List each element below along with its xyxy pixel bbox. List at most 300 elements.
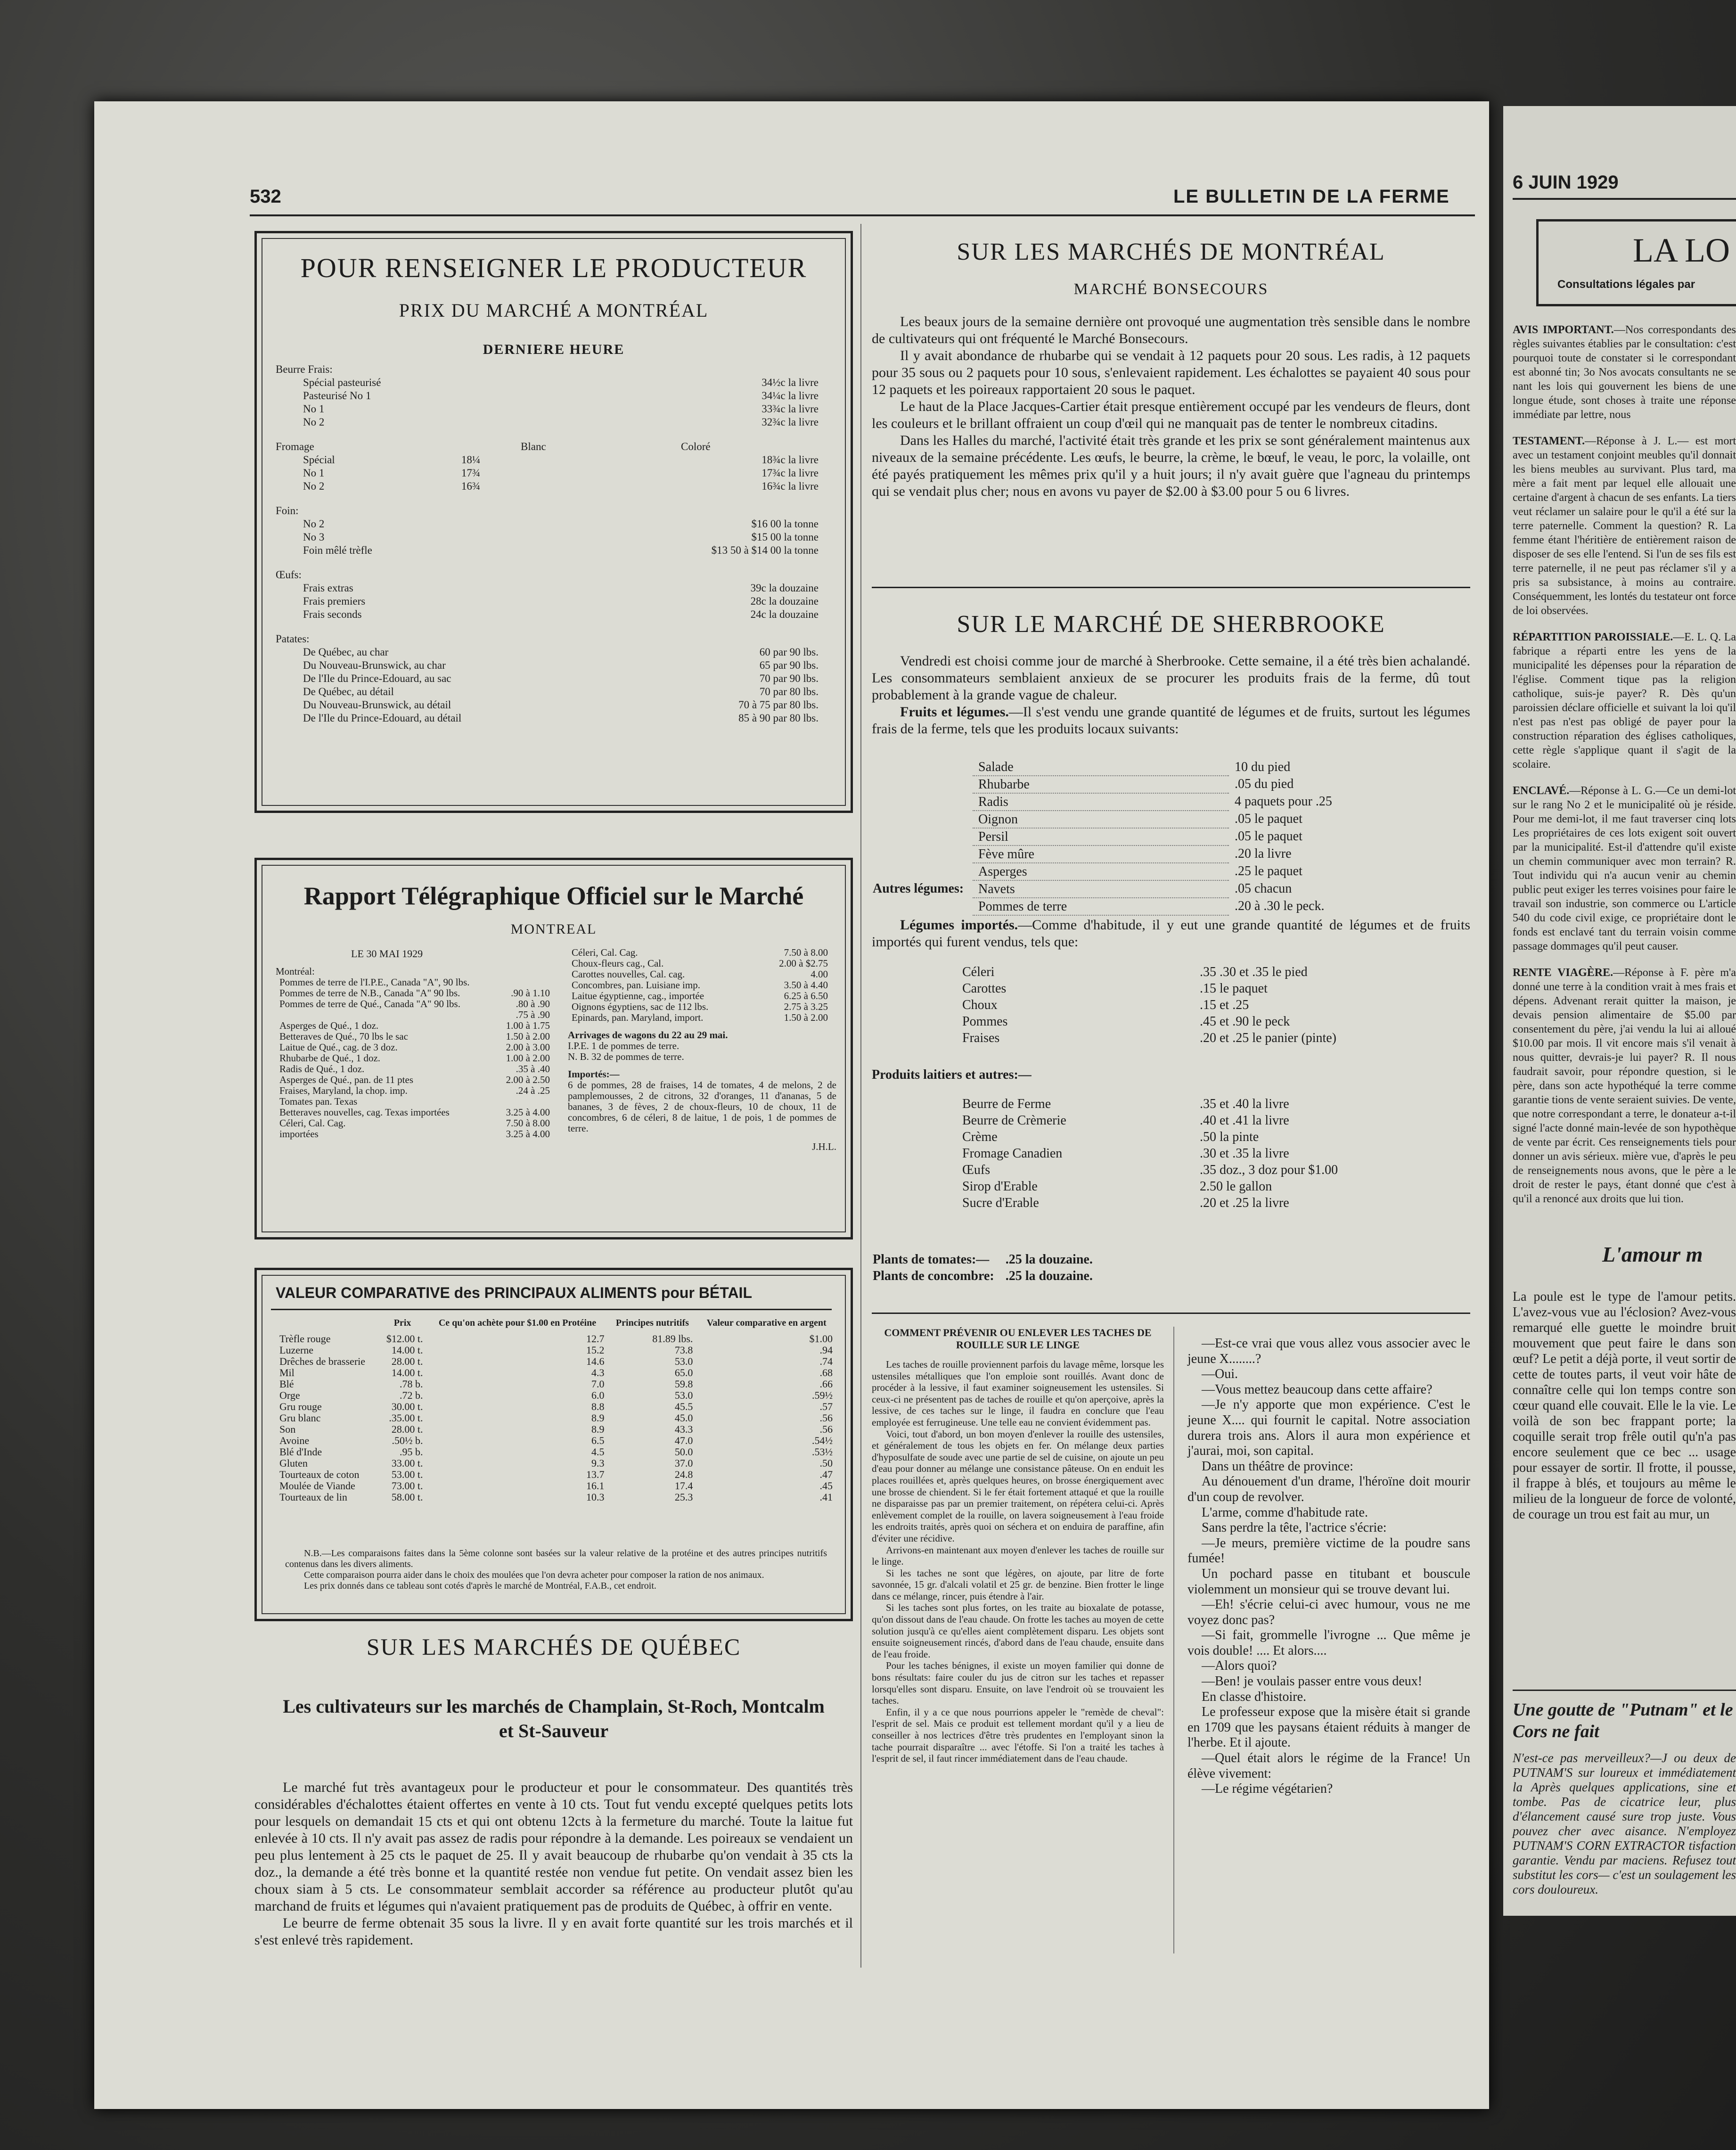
valeur-header-cell: Prix xyxy=(393,1318,411,1328)
importe-row-cell: .35 .30 et .35 le pied xyxy=(1200,965,1308,979)
sherbrooke-rule xyxy=(872,1313,1470,1314)
legume-group: Autres légumes: xyxy=(873,881,964,896)
fromage-row-cell: No 1 xyxy=(303,467,325,479)
rapport-right-row xyxy=(568,947,832,958)
legume-row xyxy=(867,828,1338,845)
valeur-row-cell: 8.8 xyxy=(591,1401,605,1412)
rapport-left-row xyxy=(276,1107,554,1118)
importe-row-cell: .45 et .90 le peck xyxy=(1200,1014,1290,1029)
legume-row xyxy=(867,845,1338,863)
patates-row xyxy=(299,712,822,725)
rapport-left-row-cell: .80 à .90 xyxy=(516,998,550,1009)
valeur-row-cell: Orge xyxy=(279,1389,300,1401)
rapport-left-row-cell: Pommes de terre de l'I.P.E., Canada "A", 90 lbs. xyxy=(279,977,470,988)
importe-row xyxy=(957,980,1342,997)
rapport-left-row xyxy=(276,1042,554,1053)
importes-intro xyxy=(872,917,1470,951)
rapport-left-row-cell: 7.50 à 8.00 xyxy=(506,1117,550,1129)
valeur-row xyxy=(276,1390,836,1401)
rapport-right-row-cell: Epinards, pan. Maryland, import. xyxy=(572,1012,704,1023)
laitier-row xyxy=(957,1112,1343,1129)
valeur-row-cell: 28.00 t. xyxy=(391,1423,423,1435)
valeur-row xyxy=(276,1492,836,1503)
valeur-note: Les prix donnés dans ce tableau sont cotés d'après le marché de Montréal, F.A.B., cet endroit. xyxy=(304,1581,656,1591)
quebec-subtitle: Les cultivateurs sur les marchés de Champlain, St-Roch, Montcalm et St-Sauveur xyxy=(283,1696,825,1741)
laitier-row-cell: Fromage Canadien xyxy=(962,1146,1063,1161)
valeur-row-cell: .47 xyxy=(819,1469,833,1480)
masthead: LA LO xyxy=(1633,231,1730,269)
quebec-paragraph: Le beurre de ferme obtenait 35 sous la livre. Il y en avait forte quantité sur les trois marchés et il s'est enlevé très rapidement. xyxy=(254,1915,853,1948)
producteur-title: POUR RENSEIGNER LE PRODUCTEUR xyxy=(300,253,807,283)
rapport-left-row xyxy=(276,1053,554,1064)
valeur-row-cell: Moulée de Viande xyxy=(279,1480,355,1492)
rouille-article xyxy=(872,1327,1164,1764)
legal-items xyxy=(1513,323,1736,1218)
foin-row xyxy=(299,544,822,557)
beurre-row-cell: Pasteurisé No 1 xyxy=(303,390,371,402)
laitier-row-cell: .35 et .40 la livre xyxy=(1200,1097,1289,1111)
valeur-title: VALEUR COMPARATIVE des PRINCIPAUX ALIMENTS pour BÉTAIL xyxy=(276,1284,752,1301)
rapport-right-row-cell: Céleri, Cal. Cag. xyxy=(572,947,638,958)
legume-row xyxy=(867,898,1338,915)
rouille-title: COMMENT PRÉVENIR OU ENLEVER LES TACHES DE ROUILLE SUR LE LINGE xyxy=(884,1327,1152,1351)
valeur-row-cell: $1.00 xyxy=(809,1333,833,1345)
foin-label: Foin: xyxy=(276,505,299,517)
valeur-row xyxy=(276,1435,836,1446)
producteur-box xyxy=(254,231,853,813)
patates-row-cell: 70 par 80 lbs. xyxy=(759,686,819,698)
importe-row-cell: Carottes xyxy=(962,981,1007,996)
patates-table xyxy=(299,646,822,725)
rouille-paragraph: Arrivons-en maintenant aux moyen d'enlever les taches de rouille sur le linge. xyxy=(872,1544,1164,1567)
legume-row xyxy=(867,880,1338,898)
fromage-row-cell: 17¾ xyxy=(461,467,481,479)
rapport-left-row xyxy=(276,1085,554,1096)
quebec-body xyxy=(254,1779,853,1949)
legume-group xyxy=(867,898,973,915)
rapport-right-row xyxy=(568,991,832,1001)
rapport-right-row-cell: 2.00 à $2.75 xyxy=(779,958,828,969)
valeur-row-cell: Gluten xyxy=(279,1457,308,1469)
legal-item-text: —Réponse à F. père m'a donné une terre à la condition vrait à mes frais et dépens. Advenant rerait quitter la maison, je devais pension alimentaire de $5.00 par consentement du père, j'ai vendu la lui ai alloué $10.00 par mois. Il vit encore mais s'il venait à nous quitter, devrais-je lui payer? R. Il nous faudrait savoir, pour répondre question, si le père, dans son acte hypothéqué la terre comme garantie tions de vente seraient suivies. De vente, que notre correspondant a terre, le donateur a-t-il signé l'acte donné main-levée de son hypothèque de vente par écrit. Ces renseignements tiels pour donner un avis sérieux. mière vue, d'après le peu de renseignements nous avons, que le père a le droit de rester le pays, étant donné que c'est à qu'il a renoncé aux droits que lui tion. xyxy=(1513,967,1736,1205)
valeur-row-cell: .56 xyxy=(819,1412,833,1424)
dialogue-line: Dans un théâtre de province: xyxy=(1202,1459,1353,1474)
montreal-rule xyxy=(872,587,1470,588)
importe-row-cell: .20 et .25 le panier (pinte) xyxy=(1200,1031,1337,1045)
legal-item-text: —Réponse à J. L.— est mort avec un testament conjoint meubles qu'il donnait les biens meubles au survivant. Plus tard, ma mère a fait ment par lequel elle allouait une certaine d'argent à chacun de ses enfants. La tiers veut réclamer un salaire pour le qu'il a été sur la terre paternelle. Comment la question? R. La femme étant l'héritière de entièrement raison de disposer de ses elle l'entend. Si l'un de ses fils est terre paternelle, il ne peut pas réclamer s'il y a pris sa subsistance, à moins au contraire. Conséquemment, les lontés du testateur ont force de loi observées. xyxy=(1513,435,1736,617)
beurre-row-cell: No 2 xyxy=(303,416,325,428)
rapport-left-row-cell: 3.25 à 4.00 xyxy=(506,1128,550,1140)
oeufs-row-cell: Frais extras xyxy=(303,582,353,594)
rapport-left-row-cell: 1.00 à 1.75 xyxy=(506,1020,550,1031)
valeur-row-cell: .41 xyxy=(819,1491,833,1503)
legume-price: .05 le paquet xyxy=(1235,829,1302,844)
rapport-left-row xyxy=(276,1129,554,1140)
rapport-left-row-cell xyxy=(496,977,554,988)
dialogue-body xyxy=(1187,1336,1470,1797)
valeur-row-cell: 8.9 xyxy=(591,1412,605,1424)
rapport-right xyxy=(568,947,836,1152)
montreal-paragraph: Le haut de la Place Jacques-Cartier était presque entièrement occupé par les vendeurs de fleurs, dont les couleurs et le brillant offraient un coup d'œil qui ne manquait pas de tenter le nombreux citadins. xyxy=(872,399,1470,431)
foin-table xyxy=(299,517,822,557)
legume-group xyxy=(867,828,973,845)
montreal-paragraph: Dans les Halles du marché, l'activité était très grande et les prix se sont généralement maintenus aux niveaux de la semaine précédente. Les œufs, le beurre, la crème, le bœuf, le veau, le porc, la volaille, ont été payés pratiquement les mêmes prix qu'il y a huit jours; il n'y avait guère que l'agneau du printemps qui se vendait plus cher; nous en avons vu payer de $2.00 à $3.00 pour 5 ou 6 livres. xyxy=(872,433,1470,499)
valeur-row-cell: 13.7 xyxy=(586,1469,605,1480)
valeur-row-cell: 33.00 t. xyxy=(391,1457,423,1469)
header-rule xyxy=(250,214,1475,216)
oeufs-table xyxy=(299,582,822,621)
legume-price: .05 le paquet xyxy=(1235,812,1302,826)
patates-row-cell: De l'Ile du Prince-Edouard, au détail xyxy=(303,712,462,724)
rapport-right-row-cell: Carottes nouvelles, Cal. cag. xyxy=(572,968,685,980)
valeur-row-cell: .57 xyxy=(819,1401,833,1412)
plant-row-cell: Plants de tomates:— xyxy=(873,1252,990,1267)
valeur-row-cell: .35.00 t. xyxy=(389,1412,423,1424)
beurre-label: Beurre Frais: xyxy=(276,363,333,375)
valeur-row xyxy=(276,1379,836,1390)
patates-row xyxy=(299,685,822,698)
patates-row-cell: 70 par 90 lbs. xyxy=(759,673,819,684)
amour-title: L'amour m xyxy=(1602,1242,1703,1266)
valeur-row-cell: Blé xyxy=(279,1378,294,1390)
valeur-row-cell: .59½ xyxy=(812,1389,833,1401)
rapport-left-table xyxy=(276,977,554,1140)
legume-price: 4 paquets pour .25 xyxy=(1235,794,1332,809)
fromage-row xyxy=(299,453,822,467)
legal-item-text: —E. L. Q. La fabrique a réparti entre les yens de la municipalité les dépenses pour la réparation de l'église. Comment tique pas la religion catholique, suis-je payer? R. Dès qu'un paroissien déclare officielle et suivant la loi qu'il n'est pas n'est pas obligé de payer pour la construction réparation des églises catholiques, cette règle s'applique quant il s'agit de la scolaire. xyxy=(1513,631,1736,771)
arrivages-list xyxy=(568,1041,836,1062)
plant-row-cell: .25 la douzaine. xyxy=(1005,1252,1093,1267)
legume-price: .25 le paquet xyxy=(1235,864,1302,878)
importes-text: 6 de pommes, 28 de fraises, 14 de tomates, 4 de melons, 2 de pamplemousses, 2 de citrons, 32 d'oranges, 11 d'ananas, 5 de bananes, 3 de fèves, 2 de choux-fleurs, 10 de choux, 11 de concombres, 6 de céleri, 8 de laitue, 1 de pois, 1 de pommes de terre. xyxy=(568,1079,836,1134)
valeur-notes xyxy=(285,1548,827,1592)
rapport-left-row-cell: Rhubarbe de Qué., 1 doz. xyxy=(279,1052,381,1064)
beurre-row-cell: 32¾c la livre xyxy=(762,416,819,428)
dialogue-line: —Eh! s'écrie celui-ci avec humour, vous ne me voyez donc pas? xyxy=(1187,1597,1470,1627)
rapport-left-row xyxy=(276,1075,554,1085)
valeur-row-cell: 28.00 t. xyxy=(391,1355,423,1367)
valeur-header-cell: Valeur comparative en argent xyxy=(706,1318,827,1328)
valeur-row-cell: .56 xyxy=(819,1423,833,1435)
fruits-bold: Fruits et légumes. xyxy=(900,704,1009,720)
valeur-row-cell: 43.3 xyxy=(674,1423,693,1435)
foin-row xyxy=(299,531,822,544)
rapport-left-row-cell: Laitue de Qué., cag. de 3 doz. xyxy=(279,1042,398,1053)
sherbrooke-title: SUR LE MARCHÉ DE SHERBROOKE xyxy=(957,611,1385,638)
dialogue-line: Un pochard passe en titubant et bouscule violemment un monsieur qui se trouve devant lui. xyxy=(1187,1566,1470,1597)
valeur-row-cell: 24.8 xyxy=(674,1469,693,1480)
patates-row-cell: 70 à 75 par 80 lbs. xyxy=(738,699,819,711)
valeur-row-cell: Avoine xyxy=(279,1435,310,1446)
dialogue-line: —Si fait, grommelle l'ivrogne ... Que même je vois double! .... Et alors.... xyxy=(1187,1628,1470,1658)
masthead-sub: Consultations légales par xyxy=(1557,278,1695,291)
rapport-left-row-cell: 1.00 à 2.00 xyxy=(506,1052,550,1064)
importe-row-cell: .15 le paquet xyxy=(1200,981,1268,996)
legal-item-title: RÉPARTITION PAROISSIALE. xyxy=(1513,631,1673,643)
rapport-right-row-cell: 7.50 à 8.00 xyxy=(784,947,828,958)
oeufs-row xyxy=(299,608,822,621)
laitier-row xyxy=(957,1178,1343,1195)
laitier-row-cell: Œufs xyxy=(962,1163,991,1177)
legume-group xyxy=(867,845,973,863)
beurre-row xyxy=(299,389,822,402)
valeur-row-cell: .54½ xyxy=(812,1435,833,1446)
rapport-right-row-cell: 1.50 à 2.00 xyxy=(784,1012,828,1023)
legume-row xyxy=(867,776,1338,793)
arrivage-line: N. B. 32 de pommes de terre. xyxy=(568,1051,684,1062)
valeur-row-cell: 15.2 xyxy=(586,1344,605,1356)
legal-item-text: —Réponse à L. G.—Ce un demi-lot sur le rang No 2 et le municipalité où je réside. Pour me demi-lot, il me faut traverser cinq lots Les propriétaires de ces lots exigent soit ouvert par la municipalité. Est-il d'attendre qu'il existe un chemin communiquer avec mon terrain? R. Tout individu qui n'a aucun venir au chemin public peut exiger les terres voisines pour faire le travail son industrie, son commerce ou L'article 540 du code civil exige, ce propriétaire dont le fonds est enclavé tant du terrain voisin comme passage dommages qu'il peut causer. xyxy=(1513,785,1736,952)
legal-item xyxy=(1513,630,1736,771)
foin-row-cell: No 2 xyxy=(303,518,325,530)
inner-divider xyxy=(1173,1327,1174,1953)
fromage-label: Fromage xyxy=(276,441,314,452)
beurre-row xyxy=(299,376,822,389)
legume-group xyxy=(867,776,973,793)
valeur-row-cell: 7.0 xyxy=(591,1378,605,1390)
valeur-row xyxy=(276,1356,836,1367)
dialogue-line: —Oui. xyxy=(1202,1367,1238,1382)
rapport-right-row xyxy=(568,980,832,991)
valeur-row-cell: 14.00 t. xyxy=(391,1367,423,1379)
rapport-left-row-cell: .75 à .90 xyxy=(516,1009,550,1020)
valeur-row-cell: 59.8 xyxy=(674,1378,693,1390)
valeur-row-cell: 81.89 lbs. xyxy=(652,1333,693,1345)
laitier-row xyxy=(957,1162,1343,1178)
legume-row xyxy=(867,793,1338,811)
sherbrooke-intro xyxy=(872,653,1470,738)
rapport-right-row-cell: Oignons égyptiens, sac de 112 lbs. xyxy=(572,1001,709,1012)
producteur-subtitle: PRIX DU MARCHÉ A MONTRÉAL xyxy=(399,300,709,321)
importe-row-cell: Pommes xyxy=(962,1014,1008,1029)
laitiers-label: Produits laitiers et autres:— xyxy=(872,1067,1032,1082)
dialogue-line: —Quel était alors le régime de la France! Un élève vivement: xyxy=(1187,1751,1470,1781)
patates-row xyxy=(299,659,822,672)
valeur-row xyxy=(276,1424,836,1435)
rapport-left-row-cell: Fraises, Maryland, la chop. imp. xyxy=(279,1085,408,1096)
importes-intro-text: —Comme d'habitude, il y eut une grande quantité de légumes et de fruits importés qui furent vendus, tels que: xyxy=(872,917,1471,950)
valeur-row-cell: 53.0 xyxy=(674,1389,693,1401)
valeur-row-cell: 4.3 xyxy=(591,1367,605,1379)
fruits-intro: —Il s'est vendu une grande quantité de légumes et de fruits, surtout les légumes frais de la ferme, tels que les produits locaux suivants: xyxy=(872,704,1470,737)
oeufs-row-cell: 28c la douzaine xyxy=(750,595,819,607)
legume-name: Rhubarbe xyxy=(973,776,1229,793)
rapport-left-row-cell xyxy=(496,1096,554,1107)
rapport-title: Rapport Télégraphique Officiel sur le Marché xyxy=(303,882,804,910)
col-blanc: Blanc xyxy=(521,441,546,452)
oeufs-row-cell: 24c la douzaine xyxy=(750,608,819,620)
valeur-row-cell: 17.4 xyxy=(674,1480,693,1492)
rapport-left-row-cell: Betteraves nouvelles, cag. Texas importées xyxy=(279,1107,450,1118)
rapport-left-row xyxy=(276,977,554,988)
patates-row-cell: 65 par 90 lbs. xyxy=(759,659,819,671)
montreal-subtitle: MARCHÉ BONSECOURS xyxy=(1073,280,1269,298)
patates-row-cell: 85 à 90 par 80 lbs. xyxy=(738,712,819,724)
fromage-row xyxy=(299,467,822,480)
legume-name: Persil xyxy=(973,828,1229,845)
valeur-row-cell: 25.3 xyxy=(674,1491,693,1503)
putnam-body: N'est-ce pas merveilleux?—J ou deux de PUTNAM'S sur loureux et immédiatement la Après quelques applications, sine et tombe. Pas de cicatrice leur, plus d'élancement causé sure trop juste. Vous pouvez cher avec aisance. N'employez PUTNAM'S CORN EXTRACTOR tisfaction garantie. Vendu par maciens. Refusez tout substitut les cors— c'est un soulagement les cors douloureux. xyxy=(1513,1751,1736,1896)
oeufs-row-cell: Frais premiers xyxy=(303,595,366,607)
valeur-row-cell: 6.5 xyxy=(591,1435,605,1446)
plant-row xyxy=(867,1268,1098,1284)
rouille-paragraph: Pour les taches bénignes, il existe un moyen familier qui donne de bons résultats: faire couler du jus de citron sur les taches et repasser lorsqu'elles sont disparu. Ensuite, on lave l'endroit où se trouvaient les taches. xyxy=(872,1660,1164,1707)
plant-row xyxy=(867,1251,1098,1268)
dialogue-line: L'arme, comme d'habitude rate. xyxy=(1202,1505,1368,1520)
oeufs-row xyxy=(299,595,822,608)
laitier-row-cell: .50 la pinte xyxy=(1200,1130,1259,1144)
valeur-row-cell: 4.5 xyxy=(591,1446,605,1458)
foin-row-cell: Foin mêlé trèfle xyxy=(303,544,372,556)
valeur-header-row xyxy=(276,1317,836,1333)
rapport-right-row-cell: 6.25 à 6.50 xyxy=(784,990,828,1001)
beurre-row-cell: 33¾c la livre xyxy=(762,403,819,415)
importes-table xyxy=(957,964,1342,1046)
rapport-left-label: Montréal: xyxy=(276,966,315,977)
importe-row xyxy=(957,997,1342,1013)
producteur-prices xyxy=(276,363,841,725)
valeur-header-cell: Ce qu'on achète pour $1.00 en Protéine xyxy=(438,1318,597,1328)
valeur-note: Cette comparaison pourra aider dans le choix des moulées que l'on devra acheter pour composer la ration de nos animaux. xyxy=(304,1570,764,1580)
rapport-left-row-cell: Radis de Qué., 1 doz. xyxy=(279,1063,365,1075)
valeur-row-cell: Trèfle rouge xyxy=(279,1333,331,1345)
dialogue-line: —Je meurs, première victime de la poudre sans fumée! xyxy=(1187,1535,1470,1566)
legume-group xyxy=(867,863,973,880)
rapport-left-row-cell: .90 à 1.10 xyxy=(511,987,550,999)
oeufs-row-cell: 39c la douzaine xyxy=(750,582,819,594)
rapport-left-row-cell: 2.00 à 2.50 xyxy=(506,1074,550,1085)
valeur-row-cell: .68 xyxy=(819,1367,833,1379)
journal-title: LE BULLETIN DE LA FERME xyxy=(1173,186,1450,207)
legal-item-title: RENTE VIAGÈRE. xyxy=(1513,967,1613,979)
rapport-right-row-cell: Concombres, pan. Luisiane imp. xyxy=(572,979,700,991)
legume-name: Salade xyxy=(973,759,1229,776)
legume-row xyxy=(867,863,1338,880)
montreal-paragraph: Les beaux jours de la semaine dernière ont provoqué une augmentation très sensible dans le nombre de cultivateurs qui ont fréquenté le Marché Bonsecours. xyxy=(872,314,1470,346)
rapport-left-row-cell: importées xyxy=(279,1128,319,1140)
next-page-date: 6 JUIN 1929 xyxy=(1513,172,1619,193)
rapport-left-row-cell: Betteraves de Qué., 70 lbs le sac xyxy=(279,1031,408,1042)
rapport-left-row-cell: 2.00 à 3.00 xyxy=(506,1042,550,1053)
rouille-paragraph: Si les taches ne sont que légères, on ajoute, par litre de forte savonnée, 15 gr. d'alcali volatil et 25 gr. de benzine. Bien frotter le linge dans ce mélange, rincer, puis étendre à l'air. xyxy=(872,1567,1164,1602)
legal-item-text: —Nos correspondants des règles suivantes établies par le consultation: c'est pourquoi toute de constater si le correspondant est abonné tin; 3o Nos avocats consultants ne se nant les lois qui gouvernent les biens de une longue étude, sont choses à traite une réponse immédiate par lettre, nous xyxy=(1513,324,1736,421)
dialogue-line: —Alors quoi? xyxy=(1202,1658,1277,1674)
valeur-row-cell: 45.5 xyxy=(674,1401,693,1412)
rapport-left-row-cell: Pommes de terre de Qué., Canada "A" 90 lbs. xyxy=(279,998,460,1009)
importe-row-cell: Fraises xyxy=(962,1031,1000,1045)
beurre-row xyxy=(299,416,822,429)
fromage-row-cell: No 2 xyxy=(303,480,325,492)
valeur-table xyxy=(276,1317,836,1503)
valeur-row-cell: .78 b. xyxy=(400,1378,423,1390)
valeur-row-cell: 50.0 xyxy=(674,1446,693,1458)
laitier-row-cell: .40 et .41 la livre xyxy=(1200,1113,1289,1128)
dialogue-line: Au dénouement d'un drame, l'héroïne doit mourir d'un coup de revolver. xyxy=(1187,1474,1470,1504)
valeur-row-cell: .45 xyxy=(819,1480,833,1492)
fromage-row-cell: 16¾ xyxy=(461,480,481,492)
beurre-row xyxy=(299,402,822,416)
rapport-right-row xyxy=(568,1012,832,1023)
rapport-right-row-cell: Laitue égyptienne, cag., importée xyxy=(572,990,704,1001)
laitier-row-cell: .35 doz., 3 doz pour $1.00 xyxy=(1200,1163,1338,1177)
rapport-date: LE 30 MAI 1929 xyxy=(351,948,423,960)
valeur-row-cell: 73.8 xyxy=(674,1344,693,1356)
sherbrooke-intro-text: Vendredi est choisi comme jour de marché à Sherbrooke. Cette semaine, il a été très bien achalandé. Les consommateurs semblaient anxieux de se procurer les produits frais de la ferme, dû tout probablement à la grande vague de chaleur. xyxy=(872,653,1470,703)
patates-label: Patates: xyxy=(276,633,310,645)
next-page xyxy=(1503,106,1736,1916)
valeur-row xyxy=(276,1469,836,1480)
valeur-row-cell: 8.9 xyxy=(591,1423,605,1435)
montreal-body xyxy=(872,313,1470,500)
valeur-row-cell: Gru blanc xyxy=(279,1412,321,1424)
valeur-row-cell: .50 xyxy=(819,1457,833,1469)
quebec-title: SUR LES MARCHÉS DE QUÉBEC xyxy=(366,1633,741,1660)
plant-row-cell: .25 la douzaine. xyxy=(1005,1269,1093,1283)
newspaper-page xyxy=(94,101,1489,2109)
laitier-row-cell: Crème xyxy=(962,1130,998,1144)
patates-row-cell: Du Nouveau-Brunswick, au détail xyxy=(303,699,451,711)
rapport-left-row xyxy=(276,988,554,999)
patates-row xyxy=(299,672,822,685)
putnam-rule xyxy=(1513,1690,1736,1691)
rouille-paragraph: Voici, tout d'abord, un bon moyen d'enlever la rouille des ustensiles, et généralement de tous les objets en fer. On mélange deux parties d'hyposulfate de soude avec une partie de sel de cuisine, on ajoute un peu d'eau pour donner au mélange une consistance pâteuse. On en enduit les places rouillées et, après quelques heures, on brosse énergiquement avec une brosse de chiendent. Si le fer était fortement attaqué et que la rouille ne disparaisse pas par un premier traitement, on répétera celui-ci. Après enlèvement complet de la rouille, on lavera soigneusement à l'eau froide les endroits traités, après quoi on séchera et on enduira de paraffine, afin d'éviter une récidive. xyxy=(872,1428,1164,1544)
beurre-row-cell: 34½c la livre xyxy=(762,377,819,388)
dialogue-line: —Le régime végétarien? xyxy=(1202,1781,1333,1797)
montreal-paragraph: Il y avait abondance de rhubarbe qui se vendait à 12 paquets pour 20 sous. Les radis, à 12 paquets pour 35 sous ou 2 paquets pour 10 sous, s'enlevaient rapidement. Les échalottes se payaient 40 sous pour 12 paquets et les poireaux rapportaient 20 sous le paquet. xyxy=(872,348,1470,397)
valeur-row-cell: .95 b. xyxy=(400,1446,423,1458)
valeur-row-cell: Tourteaux de lin xyxy=(279,1491,347,1503)
dialogue-line: —Ben! je voulais passer entre vous deux! xyxy=(1202,1674,1423,1689)
valeur-row-cell: Drêches de brasserie xyxy=(279,1355,366,1367)
laitier-row-cell: .20 et .25 la livre xyxy=(1200,1196,1289,1210)
valeur-row-cell: 73.00 t. xyxy=(391,1480,423,1492)
valeur-row xyxy=(276,1401,836,1412)
legume-name: Asperges xyxy=(973,863,1229,880)
valeur-row-cell: 47.0 xyxy=(674,1435,693,1446)
fromage-row-cell: 18¾c la livre xyxy=(762,454,819,466)
fromage-row-cell: 17¾c la livre xyxy=(762,467,819,479)
fromage-row-cell: Spécial xyxy=(303,454,335,466)
laitier-row xyxy=(957,1096,1343,1112)
rapport-left-row-cell xyxy=(276,1009,496,1020)
amour-body: La poule est le type de l'amour petits. L'avez-vous vue au l'éclosion? Avez-vous remarqué elle guette le moindre bruit mouvement que peut faire le dans son œuf? Le petit a déjà porte, il veut sortir de cette de toutes parts, il veut voir hâte de connaître celle qui lon temps contre son cœur quand elle couvait. Elle le la vie. Le voilà de son bec frappant porte; la coquille serait trop frêle outil qu'n'a pas encore seulement que ce bec ... usage pour essayer de sortir. Il frotte, il pousse, il frappe à blés, et toujours au même le milieu de la longueur de force de volonté, de courage un trou est fait au mur, un xyxy=(1513,1289,1736,1522)
legume-group xyxy=(867,811,973,828)
legume-name: Radis xyxy=(973,793,1229,811)
rapport-right-row-cell: 3.50 à 4.40 xyxy=(784,979,828,991)
rapport-left-row xyxy=(276,999,554,1009)
oeufs-row xyxy=(299,582,822,595)
valeur-row xyxy=(276,1446,836,1458)
fromage-row xyxy=(299,480,822,493)
plants-table xyxy=(867,1251,1098,1284)
rouille-body xyxy=(872,1359,1164,1764)
rapport-left-row-cell: Céleri, Cal. Cag. xyxy=(279,1117,346,1129)
next-page-rule xyxy=(1513,198,1736,200)
quebec-paragraph: Le marché fut très avantageux pour le producteur et pour le consommateur. Des quantités très considérables d'échalottes étaient offertes en vente à 10 cts. Tout fut vendu excepté quelques petits lots pour lesquels on demandait 15 cts et qui ont obtenu 12cts à la fermeture du marché. Toute la laitue fut enlevée à 10 cts. Il n'y avait pas assez de radis pour répondre à la demande. Les poireaux se vendaient un peu plus lentement à 25 cts le paquet de 25. Il y avait beaucoup de rhubarbe qu'on vendait à 35 cts la doz., la demande a été très bonne et la quantité restée non vendue fut petite. On vendait assez bien les choux siam à 5 cts. Le consommateur semblait accorder sa référence au producteur plutôt qu'au marchand de fruits et légumes qui n'avaient pratiquement pas de produits de Québec, à offrir en vente. xyxy=(254,1780,853,1914)
laitiers-table xyxy=(957,1096,1343,1211)
patates-row-cell: De Québec, au char xyxy=(303,646,389,658)
legume-row xyxy=(867,759,1338,776)
valeur-row-cell: 12.7 xyxy=(586,1333,605,1345)
valeur-header-cell: Principes nutritifs xyxy=(615,1318,689,1328)
legal-item xyxy=(1513,966,1736,1206)
fromage-row-cell: 18¼ xyxy=(461,454,481,466)
masthead-box xyxy=(1536,219,1736,306)
legal-item xyxy=(1513,323,1736,422)
rapport-left-row xyxy=(276,1096,554,1107)
valeur-row-cell: 14.6 xyxy=(586,1355,605,1367)
legume-price: .20 à .30 le peck. xyxy=(1235,899,1325,913)
